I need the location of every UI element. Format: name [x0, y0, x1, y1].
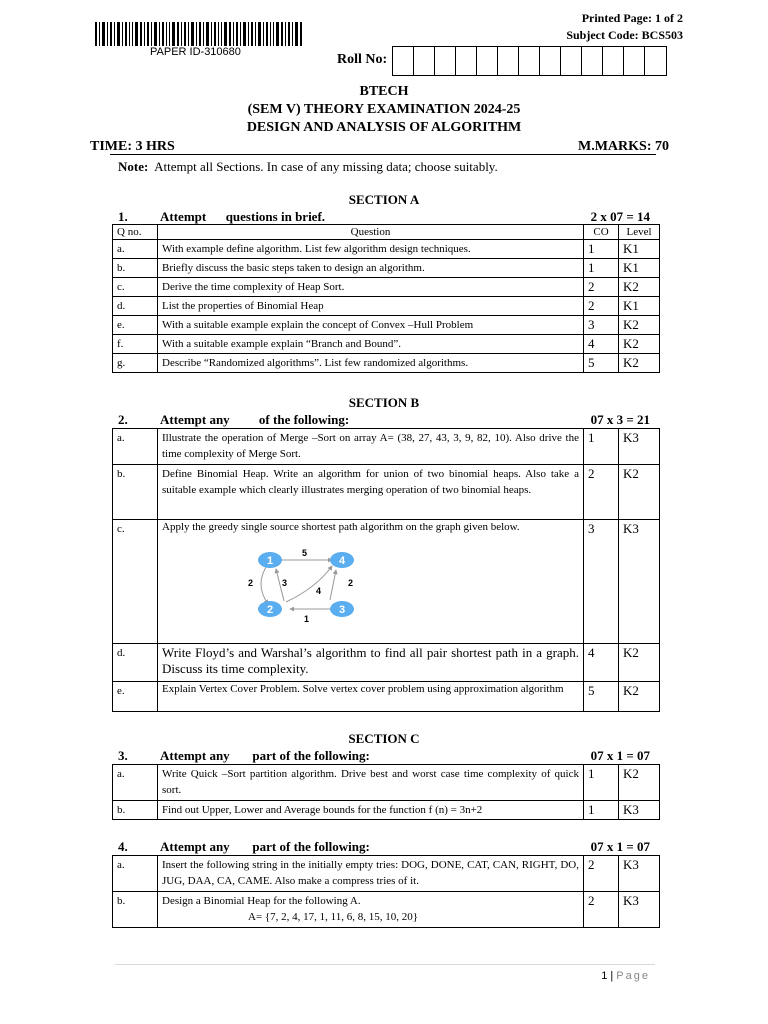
subject-code: Subject Code: BCS503: [566, 28, 683, 42]
col-level: Level: [619, 225, 660, 240]
table-row: c. Apply the greedy single source shortest path algorithm on the graph given below. 5 2 3 4 2 1 1 4 2 3 3 K3: [113, 520, 660, 644]
section-a-table: [112, 224, 660, 373]
roll-no-boxes: [392, 46, 667, 76]
q2-number: 2.: [118, 412, 128, 427]
node-label: 1: [266, 555, 274, 567]
q3-marks: 07 x 1 = 07: [590, 748, 650, 763]
q2-marks: 07 x 3 = 21: [590, 412, 650, 427]
printed-page: Printed Page: 1 of 2: [581, 11, 683, 25]
edge-2-4: [286, 566, 332, 602]
max-marks: M.MARKS: 70: [578, 139, 669, 154]
col-question: Question: [158, 225, 584, 240]
table-row: f. With a suitable example explain “Branch and Bound”. 4 K2: [113, 335, 660, 354]
edge-label: 1: [304, 614, 310, 624]
q3-instruction: Attempt any part of the following:: [160, 748, 370, 763]
table-row: c. Derive the time complexity of Heap Sort. 2 K2: [113, 278, 660, 297]
table-row: a. Illustrate the operation of Merge –Sort on array A= (38, 27, 43, 3, 9, 82, 10). Also drive the time complexity of Merge Sort. 1 K3: [113, 429, 660, 465]
footer-divider: [115, 964, 655, 965]
table-row: b. Briefly discuss the basic steps taken to design an algorithm. 1 K1: [113, 259, 660, 278]
q1-number: 1.: [118, 209, 128, 224]
divider: [110, 154, 656, 155]
table-row: d. Write Floyd’s and Warshal’s algorithm to find all pair shortest path in a graph. Discuss its time complexity. 4 K2: [113, 644, 660, 682]
page-footer: [601, 970, 650, 982]
exam-time: TIME: 3 HRS: [90, 139, 175, 154]
q4-number: 4.: [118, 839, 128, 854]
page-word: Page: [616, 970, 650, 982]
q3-table: [112, 764, 660, 820]
q4-table: [112, 855, 660, 928]
section-c-title: SECTION C: [348, 731, 420, 746]
node-label: 4: [338, 555, 346, 567]
table-row: b. Define Binomial Heap. Write an algorithm for union of two binomial heaps. Also take a suitable example which clearly illustrates merging operation of two binomial heaps. 2 K2: [113, 465, 660, 520]
paper-id: PAPER ID-310680: [150, 46, 241, 58]
shortest-path-graph: [246, 548, 386, 626]
table-row: e. With a suitable example explain the concept of Convex –Hull Problem 3 K2: [113, 316, 660, 335]
edge-label: 2: [248, 578, 254, 588]
q4b-text: Design a Binomial Heap for the following A.: [162, 895, 361, 907]
section-a-title: SECTION A: [348, 192, 420, 207]
edge-label: 5: [302, 548, 308, 558]
table-row: d. List the properties of Binomial Heap 2 K1: [113, 297, 660, 316]
exam-title-sem: (SEM V) THEORY EXAMINATION 2024-25: [247, 102, 521, 117]
q4-marks: 07 x 1 = 07: [590, 839, 650, 854]
edge-label: 3: [282, 578, 288, 588]
q4b-array: A= {7, 2, 4, 17, 1, 11, 6, 8, 15, 10, 20}: [248, 911, 419, 923]
edge-label: 4: [316, 586, 322, 596]
edge-label: 2: [348, 578, 354, 588]
node-label: 3: [338, 604, 346, 616]
note-label: Note:: [118, 159, 149, 174]
q1-instruction: Attempt questions in brief.: [160, 209, 326, 224]
col-qno: Q no.: [113, 225, 158, 240]
table-row: a. With example define algorithm. List few algorithm design techniques. 1 K1: [113, 240, 660, 259]
page-number: 1: [601, 970, 608, 982]
table-row: a. Write Quick –Sort partition algorithm. Drive best and worst case time complexity of quick sort. 1 K2: [113, 765, 660, 801]
page-separator: |: [607, 970, 617, 982]
exam-title-subject: DESIGN AND ANALYSIS OF ALGORITHM: [246, 120, 522, 135]
table-row: b. Find out Upper, Lower and Average bounds for the function f (n) = 3n+2 1 K3: [113, 801, 660, 820]
q1-marks: 2 x 07 = 14: [590, 209, 650, 224]
node-label: 2: [266, 604, 274, 616]
table-row: a. Insert the following string in the initially empty tries: DOG, DONE, CAT, CAN, RIGHT, DO, JUG, DAA, CA, CAME. Also make a compress tries of it. 2 K3: [113, 856, 660, 892]
col-co: CO: [584, 225, 619, 240]
table-header-row: [113, 225, 660, 240]
barcode: [95, 22, 303, 46]
q2-instruction: Attempt any of the following:: [160, 412, 350, 427]
q4-instruction: Attempt any part of the following:: [160, 839, 370, 854]
exam-title-btech: BTECH: [359, 84, 409, 99]
q2c-text: Apply the greedy single source shortest path algorithm on the graph given below.: [162, 521, 520, 533]
note-text: Attempt all Sections. In case of any missing data; choose suitably.: [154, 159, 498, 174]
table-row: b. Design a Binomial Heap for the following A. A= {7, 2, 4, 17, 1, 11, 6, 8, 15, 10, 20} 2 K3: [113, 892, 660, 928]
edge-3-4: [330, 570, 336, 600]
table-row: e. Explain Vertex Cover Problem. Solve vertex cover problem using approximation algorithm 5 K2: [113, 682, 660, 712]
table-row: g. Describe “Randomized algorithms”. List few randomized algorithms. 5 K2: [113, 354, 660, 373]
section-b-table: [112, 428, 660, 712]
note: [118, 159, 498, 175]
printed-page-block: [566, 10, 683, 44]
q3-number: 3.: [118, 748, 128, 763]
edge-1-2: [261, 564, 268, 604]
roll-no-label: Roll No:: [337, 52, 388, 67]
section-b-title: SECTION B: [348, 395, 420, 410]
